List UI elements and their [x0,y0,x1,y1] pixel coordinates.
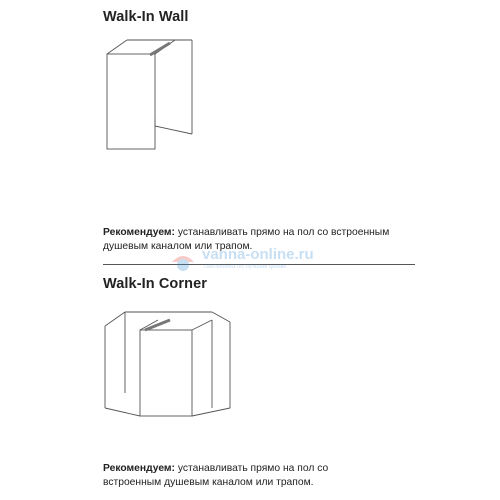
recommend-text: устанавливать прямо на пол со встроенным душевым каналом или трапом. [103,227,390,252]
walk-in-corner-title: Walk-In Corner [103,276,207,292]
recommend-text: устанавливать прямо на пол со встроенным душевым каналом или трапом. [103,463,329,488]
watermark-tagline: сантехника по лучшим ценам [204,264,287,270]
walk-in-corner-diagram [100,308,235,418]
watermark-logo-icon [168,248,198,272]
recommend-label: Рекомендуем: [103,463,175,474]
walk-in-wall-title: Walk-In Wall [103,9,189,25]
watermark [168,246,338,276]
walk-in-wall-diagram [100,34,210,154]
watermark-site: vanna-online.ru [202,246,314,263]
recommend-label: Рекомендуем: [103,227,175,238]
walk-in-corner-recommendation [103,462,335,490]
